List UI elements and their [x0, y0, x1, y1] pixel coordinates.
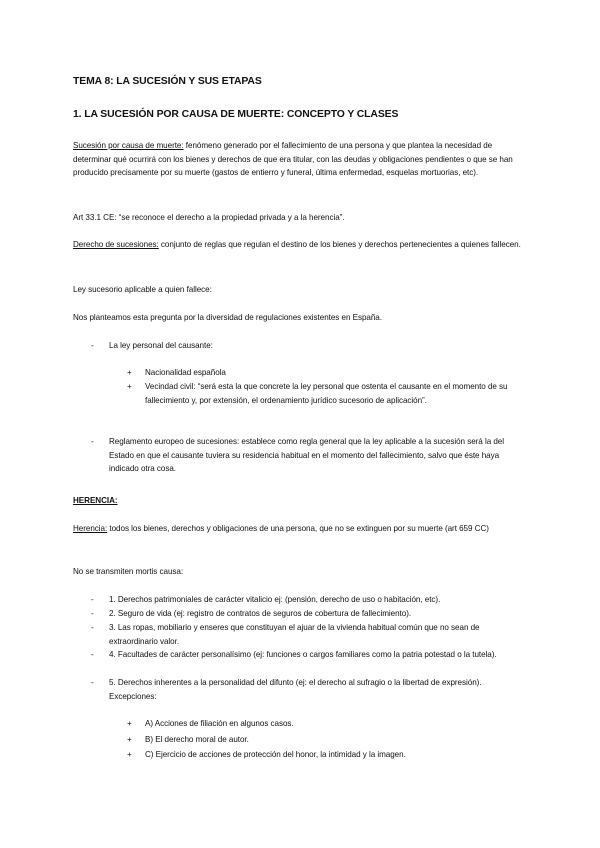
- term-label: Herencia:: [73, 524, 108, 533]
- list-marker: -: [91, 650, 94, 659]
- term-definition: todos los bienes, derechos y obligaciones de una persona, que no se extinguen por su muerte (art 659 CC): [107, 524, 489, 533]
- list-marker: -: [91, 341, 94, 350]
- list-marker: -: [91, 609, 94, 618]
- sublist-item-nacionalidad: Nacionalidad española: [145, 368, 226, 377]
- paragraph-sucesion: [73, 139, 523, 180]
- term-label: Derecho de sucesiones:: [73, 240, 159, 249]
- sublist-marker: +: [127, 719, 132, 728]
- list-item: 1. Derechos patrimoniales de carácter vitalicio ej: (pensión, derecho de uso o habitación, etc).: [109, 595, 441, 604]
- paragraph-ley-sucesorio: Ley sucesorio aplicable a quien fallece:: [73, 285, 212, 294]
- list-item-reglamento: Reglamento europeo de sucesiones: establece como regla general que la ley aplicable a la sucesión será la del Estado en que el causante tuviera su residencia habitual en el momento del fallecimiento, salvo que éste haya indicado otra cosa.: [109, 437, 504, 473]
- paragraph-derecho-sucesiones: [73, 238, 523, 252]
- herencia-heading: HERENCIA:: [73, 496, 118, 505]
- section-heading: 1. LA SUCESIÓN POR CAUSA DE MUERTE: CONCEPTO Y CLASES: [73, 109, 399, 120]
- paragraph-art-ce: Art 33.1 CE: “se reconoce el derecho a la propiedad privada y a la herencia”.: [73, 213, 345, 222]
- list-item-ley-personal: La ley personal del causante:: [109, 341, 213, 350]
- paragraph-pregunta: Nos planteamos esta pregunta por la diversidad de regulaciones existentes en España.: [73, 313, 382, 322]
- paragraph-no-transmiten: No se transmiten mortis causa:: [73, 567, 184, 576]
- list-marker: -: [91, 678, 94, 687]
- paragraph-herencia: [73, 522, 523, 536]
- sublist-item: C) Ejercicio de acciones de protección del honor, la intimidad y la imagen.: [145, 750, 406, 759]
- list-marker: -: [91, 437, 94, 446]
- sublist-item-vecindad: Vecindad civil: “será esta la que concrete la ley personal que ostenta el causante en el momento de su fallecimiento y, por extensión, el ordenamiento jurídico sucesorio de aplicación”.: [145, 382, 508, 405]
- sublist-item: B) El derecho moral de autor.: [145, 735, 249, 744]
- list-item: 4. Facultades de carácter personalísimo (ej: funciones o cargos familiares como la patria potestad o la tutela).: [109, 650, 497, 659]
- sublist-marker: +: [127, 368, 132, 377]
- list-item: 3. Las ropas, mobiliario y enseres que constituyan el ajuar de la vivienda habitual común que no sean de extraordinario valor.: [109, 623, 480, 646]
- sublist-item: A) Acciones de filiación en algunos casos.: [145, 719, 294, 728]
- list-marker: -: [91, 595, 94, 604]
- term-label: Sucesión por causa de muerte:: [73, 141, 184, 150]
- sublist-marker: +: [127, 750, 132, 759]
- term-definition: conjunto de reglas que regulan el destino de los bienes y derechos pertenecientes a quienes fallecen.: [158, 240, 521, 249]
- term-definition: fenómeno generado por el fallecimiento de una persona y que plantea la necesidad de determinar qué ocurrirá con los bienes y derechos de que era titular, con las deudas y obligaciones pendientes o que se han producido precisamente por su muerte (gastos de entierro y funeral, última enfermedad, esquelas mortuorias, etc).: [73, 141, 513, 177]
- list-item: 5. Derechos inherentes a la personalidad del difunto (ej: el derecho al sufragio o la libertad de expresión). Excepciones:: [109, 678, 482, 701]
- list-marker: -: [91, 623, 94, 632]
- sublist-marker: +: [127, 735, 132, 744]
- list-item: 2. Seguro de vida (ej: registro de contratos de seguros de cobertura de fallecimiento).: [109, 609, 412, 618]
- sublist-marker: +: [127, 382, 132, 391]
- document-title: TEMA 8: LA SUCESIÓN Y SUS ETAPAS: [73, 76, 262, 87]
